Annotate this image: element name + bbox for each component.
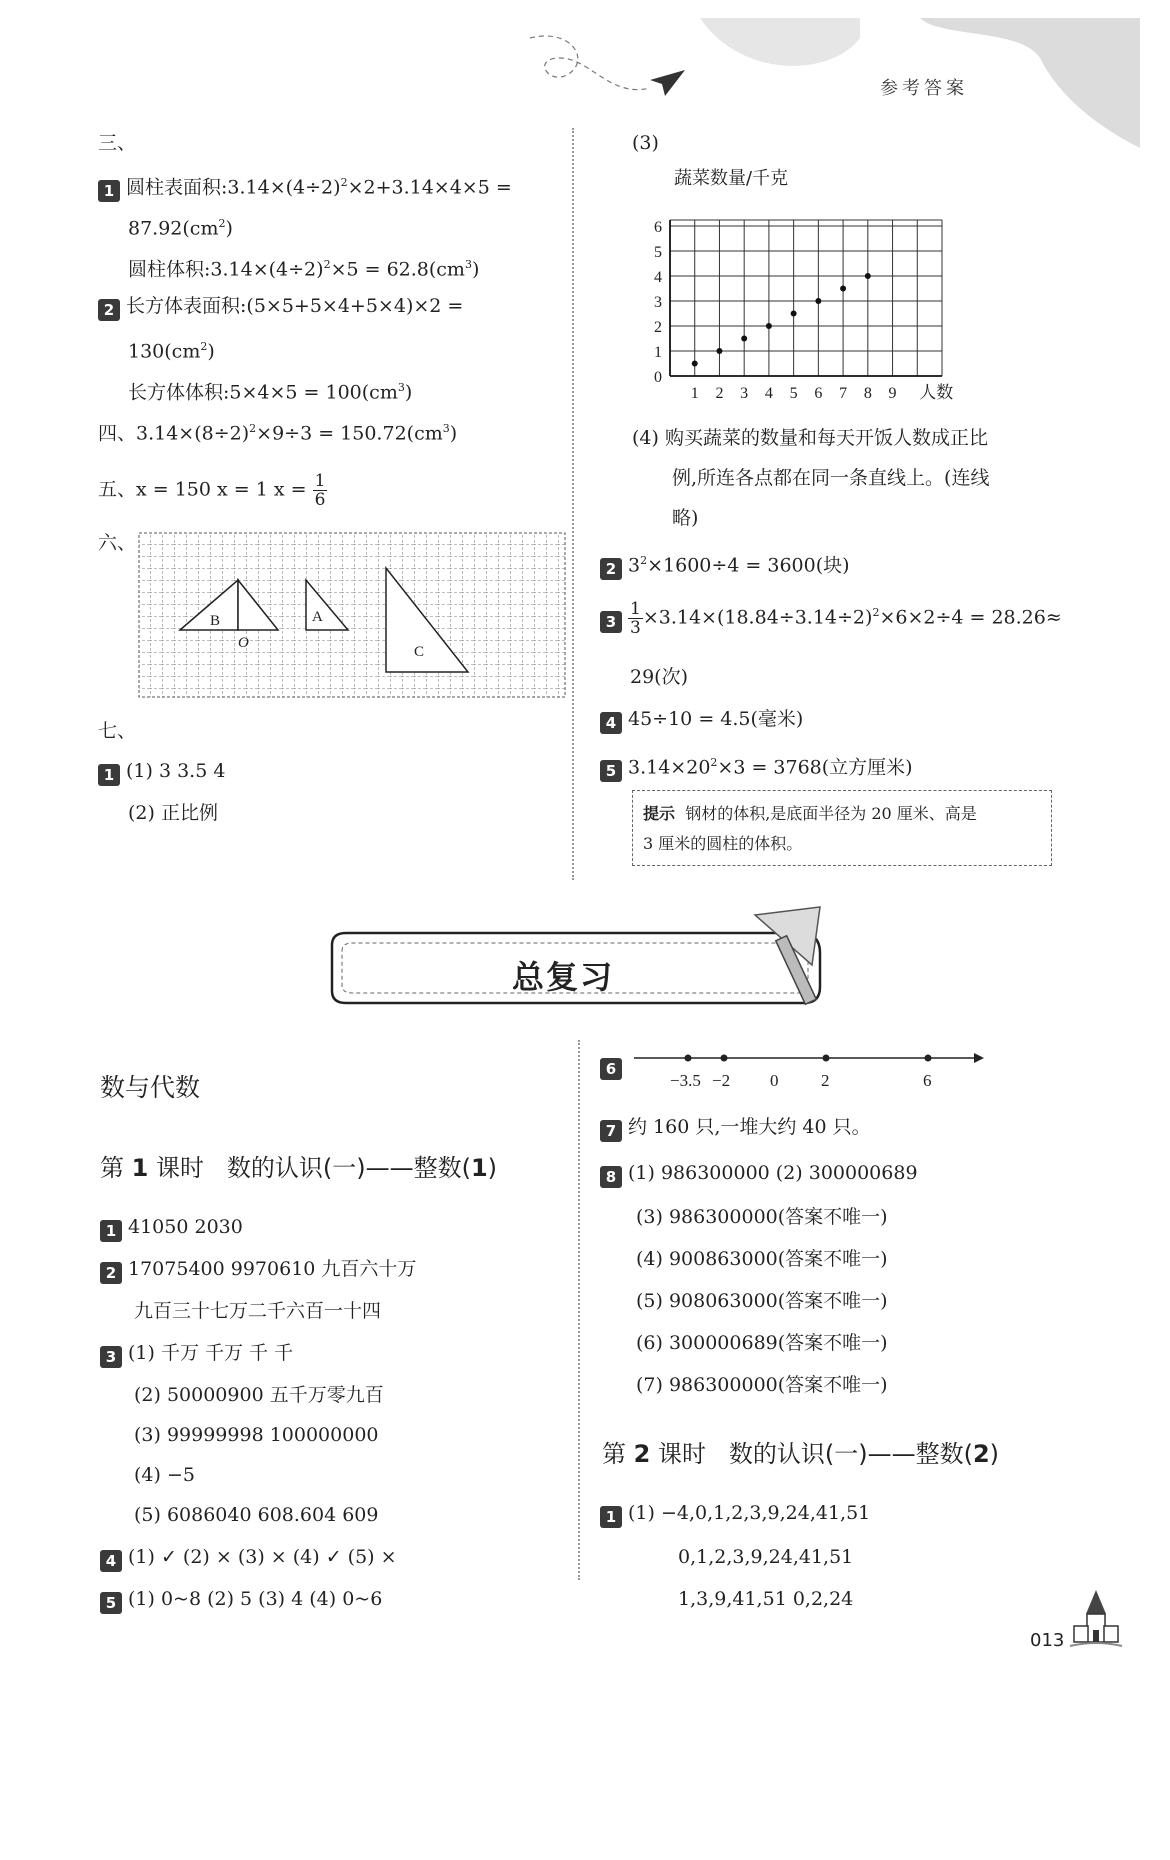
answer-r8-3: (3) 986300000(答案不唯一)	[636, 1206, 888, 1228]
answer-r8-6: (6) 300000689(答案不唯一)	[636, 1332, 888, 1354]
question-number: 4	[600, 712, 622, 734]
fraction: $\frac{1}{3}$	[630, 599, 641, 638]
question-number: 3	[100, 1346, 122, 1368]
lesson1-answer-4: 4 (1) ✓ (2) × (3) × (4) ✓ (5) ×	[100, 1544, 397, 1572]
answer-r7: 7 约 160 只,一堆大约 40 只。	[600, 1114, 871, 1142]
number-line	[632, 1046, 992, 1096]
x-tick-label: 6	[814, 385, 823, 402]
answer-3-1-line-2: $87.92(cm^2)$	[128, 217, 233, 240]
lesson1-answer-3: 3 (1) 千万 千万 千 千	[100, 1340, 293, 1368]
section-heading: 数与代数	[100, 1073, 201, 1102]
answer-3-2-line-2: $130(cm^2)$	[128, 340, 215, 363]
label-a: A	[312, 609, 323, 625]
question-number: 2	[100, 1262, 122, 1284]
data-point	[741, 336, 747, 342]
hint-label: 提示	[643, 804, 676, 823]
y-tick-label: 6	[654, 219, 662, 236]
answer-r5: 5 $3.14\times 20^2\times 3 = 3768$(立方厘米)	[600, 750, 913, 782]
label-0: 0	[770, 1071, 779, 1090]
answer-r8-7: (7) 986300000(答案不唯一)	[636, 1374, 888, 1396]
point-neg-3-5	[685, 1055, 692, 1062]
answer-3-2-line-1: 2 长方体表面积:(5×5+5×4+5×4)×2 =	[98, 293, 463, 321]
x-tick-label: 9	[888, 385, 897, 402]
x-tick-label: 8	[863, 385, 872, 402]
x-tick-label: 7	[839, 385, 848, 402]
x-tick-label: 2	[715, 385, 724, 402]
answer-r2: 2 $3^2\times 1600\div 4 = 3600$(块)	[600, 548, 850, 580]
answer-r8-5: (5) 908063000(答案不唯一)	[636, 1290, 888, 1312]
y-tick-label: 0	[654, 369, 662, 386]
question-number: 1	[100, 1220, 122, 1242]
label-b: B	[210, 613, 221, 629]
answer-r4: 4 45÷10 = 4.5(毫米)	[600, 706, 803, 734]
question-number: 1	[98, 180, 120, 202]
y-tick-label: 1	[654, 344, 662, 361]
question-number: 7	[600, 1120, 622, 1142]
answer-3-2-line-3: 长方体体积:5×4×5 = $100(cm^3)$	[128, 381, 413, 404]
answer-4-line-1: (4) 购买蔬菜的数量和每天开饭人数成正比	[632, 427, 988, 449]
question-number: 8	[600, 1166, 622, 1188]
scatter-chart	[640, 164, 1010, 410]
point-neg-2	[721, 1055, 728, 1062]
lesson1-answer-3-4: (4) −5	[134, 1464, 195, 1486]
question-number: 5	[600, 760, 622, 782]
lesson1-answer-1: 1 41050 2030	[100, 1214, 243, 1242]
answer-3-1-line-1: 1 圆柱表面积$:3.14\times(4\div 2)^2\times 2+3.14\times 4\times 5$ =	[98, 170, 512, 202]
lesson1-answer-3-2: (2) 50000900 五千万零九百	[134, 1384, 384, 1406]
chart-title: 蔬菜数量/千克	[674, 168, 789, 189]
answer-7-2: (2) 正比例	[128, 802, 218, 824]
x-tick-label: 5	[789, 385, 798, 402]
lesson1-answer-2-line-2: 九百三十七万二千六百一十四	[134, 1300, 382, 1322]
answer-section-4: 四、$3.14\times(8\div 2)^2\times 9\div 3 = 150.72(cm^3)$	[98, 422, 458, 445]
answer-r3-line-2: 29(次)	[630, 666, 689, 688]
hint-box	[632, 790, 1052, 866]
data-point	[865, 273, 871, 279]
label-6: 6	[923, 1071, 932, 1090]
answer-3-label: (3)	[632, 132, 659, 154]
hint-line-1: 提示 钢材的体积,是底面半径为 20 厘米、高是	[643, 804, 977, 823]
lesson-2-title: 第 2 课时 数的认识(一)——整数(2)	[602, 1440, 1000, 1468]
label-2: 2	[821, 1071, 830, 1090]
label-neg-3-5: −3.5	[670, 1071, 701, 1090]
question-number: 6	[600, 1058, 622, 1080]
lesson1-answer-3-5: (5) 6086040 608.604 609	[134, 1504, 379, 1526]
section-3: 三、	[98, 132, 137, 154]
data-point	[766, 323, 772, 329]
lesson2-answer-1: 1 (1) −4,0,1,2,3,9,24,41,51	[600, 1500, 870, 1528]
point-2	[823, 1055, 830, 1062]
y-tick-label: 3	[654, 294, 662, 311]
answer-r3: 3 $\frac{1}{3}$ $\times 3.14\times(18.84\div 3.14\div 2)^2\times 6\times 2\div 4 = 28.26\approx$	[600, 600, 1062, 637]
answer-section-5: 五、x = 150 x = 1 x = $\frac{1}{6}$	[98, 471, 326, 510]
lesson2-answer-1-line-2: 0,1,2,3,9,24,41,51	[678, 1546, 854, 1568]
data-point	[815, 298, 821, 304]
section-6: 六、	[98, 532, 137, 554]
question-number: 1	[98, 764, 120, 786]
lesson2-answer-1-line-3: 1,3,9,41,51 0,2,24	[678, 1588, 854, 1610]
column-divider-top	[572, 128, 574, 880]
y-tick-label: 2	[654, 319, 662, 336]
question-number: 3	[600, 611, 622, 633]
lesson1-answer-2: 2 17075400 9970610 九百六十万	[100, 1256, 416, 1284]
y-tick-label: 5	[654, 244, 662, 261]
data-point	[692, 361, 698, 367]
banner-title: 总复习	[512, 958, 615, 996]
data-point	[716, 348, 722, 354]
column-divider-bottom	[578, 1040, 580, 1580]
triangle-grid-figure	[138, 532, 568, 702]
question-number: 2	[98, 299, 120, 321]
arrow-right-icon	[974, 1053, 984, 1063]
lesson1-answer-3-3: (3) 99999998 100000000	[134, 1424, 379, 1446]
label-c: C	[414, 644, 425, 660]
answer-7-1: 1 (1) 3 3.5 4	[98, 758, 225, 786]
header-title: 参考答案	[880, 78, 968, 99]
y-tick-label: 4	[654, 269, 662, 286]
x-tick-label: 4	[764, 385, 773, 402]
header-decoration	[500, 18, 1140, 148]
fraction: $\frac{1}{6}$	[314, 471, 326, 510]
lesson1-answer-5: 5 (1) 0~8 (2) 5 (3) 4 (4) 0~6	[100, 1586, 382, 1614]
answer-4-line-3: 略)	[672, 507, 699, 529]
data-point	[791, 311, 797, 317]
lesson-1-title: 第 1 课时 数的认识(一)——整数(1)	[100, 1154, 498, 1182]
paper-plane-icon	[650, 70, 685, 96]
answer-r8-4: (4) 900863000(答案不唯一)	[636, 1248, 888, 1270]
question-number: 2	[600, 558, 622, 580]
label-neg-2: −2	[712, 1071, 731, 1090]
section-7: 七、	[98, 720, 137, 742]
castle-icon	[1068, 1588, 1124, 1654]
answer-r8-1: 8 (1) 986300000 (2) 300000689	[600, 1160, 918, 1188]
answer-4-line-2: 例,所连各点都在同一条直线上。(连线	[672, 467, 990, 489]
answer-3-1-line-3: 圆柱体积$:3.14\times(4\div 2)^2\times 5 = 62.8(cm^3)$	[128, 258, 480, 281]
question-number: 5	[100, 1592, 122, 1614]
page-number: 013	[1030, 1630, 1065, 1651]
question-number: 4	[100, 1550, 122, 1572]
x-axis-label: 人数	[919, 383, 954, 403]
question-number: 1	[600, 1506, 622, 1528]
label-o: O	[238, 635, 249, 651]
x-tick-label: 3	[740, 385, 749, 402]
x-tick-label: 1	[690, 385, 699, 402]
point-6	[925, 1055, 932, 1062]
hint-line-2: 3 厘米的圆柱的体积。	[643, 834, 803, 853]
data-point	[840, 286, 846, 292]
answer-6-numline	[600, 1052, 628, 1080]
